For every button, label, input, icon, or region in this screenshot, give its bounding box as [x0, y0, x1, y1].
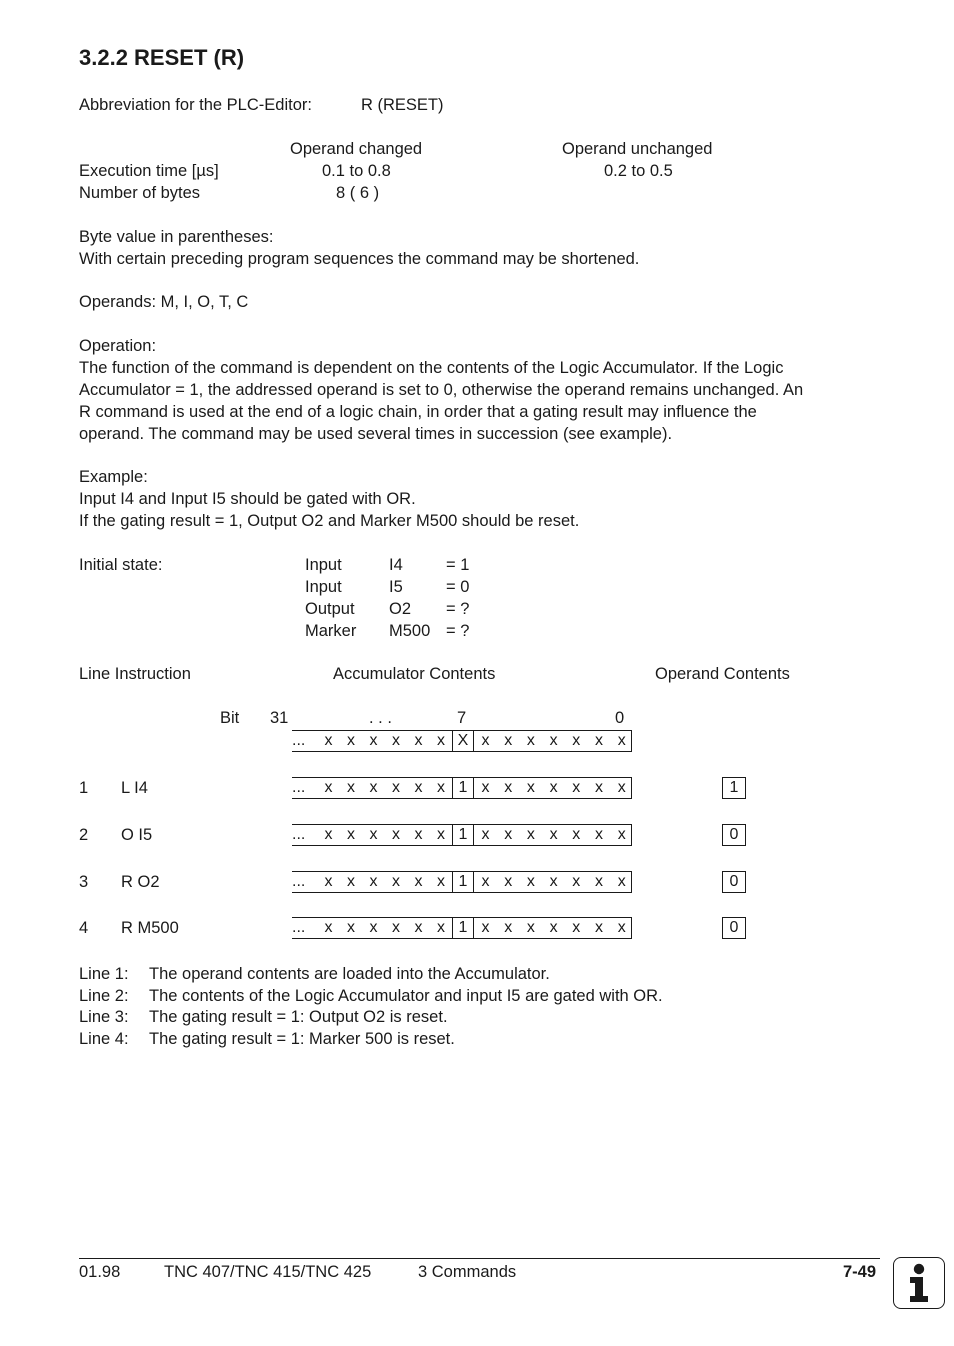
header-accumulator: Accumulator Contents: [333, 665, 496, 683]
footer-rule: [79, 1258, 880, 1259]
bit-placeholder: x: [504, 873, 513, 890]
note-label: Line 4:: [79, 1030, 129, 1049]
example-line: Input I4 and Input I5 should be gated with OR.: [79, 490, 416, 508]
instruction-text: R O2: [121, 873, 160, 891]
bit-dots-label: . . .: [369, 709, 392, 727]
state-name: I5: [389, 578, 403, 596]
bit-placeholder: x: [481, 779, 490, 796]
bit-placeholder: x: [504, 732, 513, 749]
bit-placeholder: x: [572, 826, 581, 843]
bit-placeholder: x: [572, 732, 581, 749]
header-operand: Operand Contents: [655, 665, 790, 683]
accumulator-bit-row: [292, 777, 632, 799]
bit-placeholder: x: [437, 732, 445, 749]
operation-line: R command is used at the end of a logic chain, in order that a gating result may influence the: [79, 403, 757, 421]
bit-31-label: 31: [270, 709, 289, 727]
section-heading: 3.2.2 RESET (R): [79, 45, 245, 70]
bit-placeholder: x: [595, 779, 603, 796]
bit-placeholder: x: [369, 732, 378, 749]
bit-placeholder: x: [481, 826, 490, 843]
bit-placeholder: x: [414, 732, 423, 749]
bit-placeholder: x: [526, 779, 535, 796]
abbreviation-label: Abbreviation for the PLC-Editor:: [79, 96, 312, 114]
accumulator-bit-row: [292, 871, 632, 893]
bit-placeholder: x: [504, 826, 513, 843]
byte-note-text: With certain preceding program sequences the command may be shortened.: [79, 250, 640, 268]
bit-placeholder: x: [392, 779, 400, 796]
bit-placeholder: x: [369, 779, 378, 796]
footer-model: TNC 407/TNC 415/TNC 425: [164, 1263, 372, 1281]
exec-time-unchanged: 0.2 to 0.5: [604, 162, 673, 180]
bit-placeholder: x: [347, 732, 355, 749]
state-value: = ?: [446, 622, 470, 640]
bit-placeholder: x: [369, 826, 378, 843]
bit-placeholder: x: [549, 919, 558, 936]
bit-placeholder: x: [369, 919, 378, 936]
bit-placeholder: x: [324, 779, 333, 796]
bit-placeholder: x: [324, 873, 333, 890]
bit-placeholder: x: [414, 873, 423, 890]
operation-line: operand. The command may be used several times in succession (see example).: [79, 425, 673, 443]
bit-placeholder: x: [414, 919, 423, 936]
example-line: If the gating result = 1, Output O2 and Marker M500 should be reset.: [79, 512, 580, 530]
bit-placeholder: x: [437, 873, 445, 890]
bit-placeholder: x: [572, 873, 581, 890]
bit-placeholder: x: [572, 919, 581, 936]
note-text: The gating result = 1: Output O2 is reset.: [149, 1008, 448, 1027]
operand-contents-box: 0: [722, 871, 746, 893]
bit-placeholder: x: [369, 873, 378, 890]
bit-placeholder: x: [437, 779, 445, 796]
bit-placeholder: x: [324, 826, 333, 843]
bit-placeholder: x: [414, 779, 423, 796]
bit-ellipsis: ...: [292, 779, 306, 796]
instruction-line-number: 2: [79, 826, 89, 844]
bit-placeholder: x: [617, 779, 626, 796]
bit-label: Bit: [220, 709, 240, 727]
operand-contents-box: 0: [722, 917, 746, 939]
bit-placeholder: x: [595, 732, 603, 749]
bit-placeholder: x: [347, 873, 355, 890]
state-type: Input: [305, 578, 342, 596]
exec-time-changed: 0.1 to 0.8: [322, 162, 391, 180]
bit-placeholder: x: [549, 826, 558, 843]
instruction-line-number: 1: [79, 779, 89, 797]
bit-placeholder: x: [481, 919, 490, 936]
state-type: Marker: [305, 622, 357, 640]
state-name: M500: [389, 622, 431, 640]
instruction-text: O I5: [121, 826, 153, 844]
bit-ellipsis: ...: [292, 732, 306, 749]
state-name: O2: [389, 600, 412, 618]
operation-line: Accumulator = 1, the addressed operand is set to 0, otherwise the operand remains unchanged. An: [79, 381, 804, 399]
operand-contents-box: 0: [722, 824, 746, 846]
bit-placeholder: x: [324, 919, 333, 936]
bit-placeholder: x: [595, 873, 603, 890]
bit-placeholder: x: [617, 919, 626, 936]
example-title: Example:: [79, 468, 148, 486]
bit-7-label: 7: [457, 709, 467, 727]
note-label: Line 3:: [79, 1008, 129, 1027]
footer-chapter: 3 Commands: [418, 1263, 517, 1281]
bit-placeholder: x: [392, 732, 400, 749]
bit-ellipsis: ...: [292, 873, 306, 890]
note-label: Line 1:: [79, 965, 129, 983]
accumulator-bit-row: [292, 730, 632, 752]
initial-state-label: Initial state:: [79, 556, 163, 574]
bit-placeholder: x: [347, 779, 355, 796]
bit-placeholder: x: [347, 826, 355, 843]
bit-placeholder: x: [504, 779, 513, 796]
bit-placeholder: x: [526, 873, 535, 890]
bit-placeholder: x: [437, 919, 445, 936]
bit-placeholder: x: [549, 779, 558, 796]
bit-placeholder: x: [617, 732, 626, 749]
bit-placeholder: x: [324, 732, 333, 749]
accumulator-bit-row: [292, 824, 632, 846]
operand-contents-box: 1: [722, 777, 746, 799]
byte-note-title: Byte value in parentheses:: [79, 228, 274, 246]
operation-title: Operation:: [79, 337, 157, 355]
operation-line: The function of the command is dependent on the contents of the Logic Accumulator. If the Logic: [79, 359, 784, 377]
bit-placeholder: x: [595, 919, 603, 936]
state-value: = 1: [446, 556, 470, 574]
bit-placeholder: x: [392, 919, 400, 936]
bit-placeholder: x: [526, 732, 535, 749]
header-line-instruction: Line Instruction: [79, 665, 191, 683]
note-text: The gating result = 1: Marker 500 is reset.: [149, 1030, 455, 1049]
bit-0-label: 0: [615, 709, 625, 727]
instruction-line-number: 4: [79, 919, 89, 937]
bit-placeholder: x: [504, 919, 513, 936]
abbreviation-value: R (RESET): [361, 96, 444, 114]
col-header-unchanged: Operand unchanged: [562, 140, 713, 158]
bit-placeholder: x: [392, 873, 400, 890]
bytes-label: Number of bytes: [79, 184, 201, 202]
bit-placeholder: x: [595, 826, 603, 843]
bit-7-value: 1: [452, 825, 474, 845]
bit-placeholder: x: [617, 873, 626, 890]
bytes-changed: 8 ( 6 ): [336, 184, 380, 202]
state-value: = 0: [446, 578, 470, 596]
info-icon: [893, 1257, 945, 1309]
bit-placeholder: x: [549, 873, 558, 890]
bit-ellipsis: ...: [292, 919, 306, 936]
bit-placeholder: x: [481, 873, 490, 890]
bit-placeholder: x: [347, 919, 355, 936]
bit-7-value: 1: [452, 918, 474, 938]
instruction-text: L I4: [121, 779, 148, 797]
state-name: I4: [389, 556, 403, 574]
state-type: Input: [305, 556, 342, 574]
state-type: Output: [305, 600, 355, 618]
footer-page-number: 7-49: [843, 1263, 877, 1281]
exec-time-label: Execution time [µs]: [79, 162, 219, 180]
col-header-changed: Operand changed: [290, 140, 423, 158]
bit-7-value: 1: [452, 778, 474, 798]
state-value: = ?: [446, 600, 470, 618]
bit-ellipsis: ...: [292, 826, 306, 843]
instruction-text: R M500: [121, 919, 179, 937]
note-label: Line 2:: [79, 986, 129, 1005]
note-text: The operand contents are loaded into the Accumulator.: [149, 965, 550, 983]
bit-placeholder: x: [526, 919, 535, 936]
note-text: The contents of the Logic Accumulator and input I5 are gated with OR.: [149, 986, 663, 1005]
operands-text: Operands: M, I, O, T, C: [79, 293, 249, 311]
footer-date: 01.98: [79, 1263, 121, 1281]
bit-placeholder: x: [414, 826, 423, 843]
bit-placeholder: x: [572, 779, 581, 796]
bit-7-value: X: [452, 731, 474, 751]
bit-placeholder: x: [526, 826, 535, 843]
bit-placeholder: x: [481, 732, 490, 749]
bit-7-value: 1: [452, 872, 474, 892]
bit-placeholder: x: [437, 826, 445, 843]
bit-placeholder: x: [549, 732, 558, 749]
bit-placeholder: x: [617, 826, 626, 843]
accumulator-bit-row: [292, 917, 632, 939]
bit-placeholder: x: [392, 826, 400, 843]
instruction-line-number: 3: [79, 873, 89, 891]
